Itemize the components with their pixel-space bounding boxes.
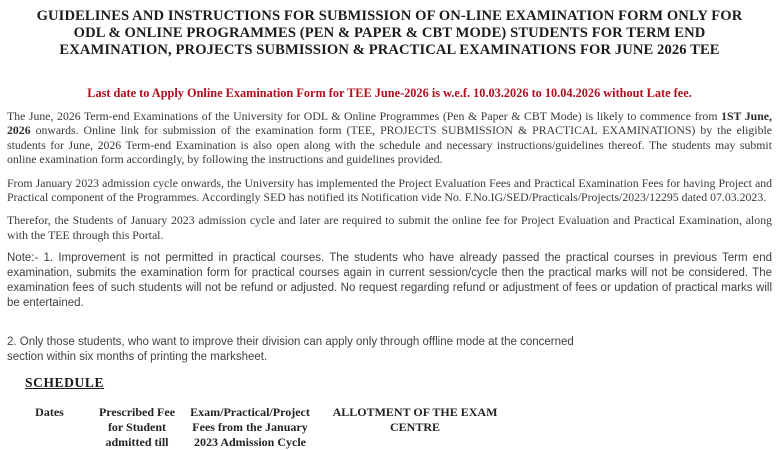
exam-fees-line-2: Fees from the January xyxy=(192,419,308,434)
column-header-exam-centre-allotment xyxy=(330,405,500,450)
paragraph-online-fee-requirement: Therefor, the Students of January 2023 admission cycle and later are required to submit the online fee for Project Evaluation and Practical Examination, along with the TEE through this Portal. xyxy=(7,213,772,242)
note-2-line-1: 2. Only those students, who want to improve their division can apply only through offline mode at the concerned xyxy=(7,335,574,348)
column-header-dates-line: Dates xyxy=(35,404,64,419)
paragraph-commencement xyxy=(7,109,772,167)
allotment-line-1: ALLOTMENT OF THE EXAM xyxy=(332,404,498,419)
column-header-exam-practical-project-fees xyxy=(182,405,318,450)
column-header-prescribed-fee xyxy=(92,405,182,450)
note-2-division-improvement xyxy=(7,335,772,365)
commencement-date-bold: 1ST June, 2026 xyxy=(7,109,772,138)
exam-fees-line-3: 2023 Admission Cycle xyxy=(193,434,306,449)
paragraph-commencement-text-after: onwards. Online link for submission of the examination form (TEE, PROJECTS SUBMISSION & PRACTICAL EXAMINATIONS) by the eligible students for June, 2026 Term-end Examination is also open along with the schedule and necessary instructions/guidelines thereof. The students may submit online examination form accordingly, by following the instructions and guidelines provided. xyxy=(7,123,772,167)
deadline-notice: Last date to Apply Online Examination Form for TEE June-2026 is w.e.f. 10.03.2026 to 10.04.2026 without Late fee. xyxy=(87,86,692,100)
paragraph-project-fees-notification: From January 2023 admission cycle onwards, the University has implemented the Project Evaluation Fees and Practical Examination Fees for having Project and Practical component of the Programmes. Accordingly SED has notified its Notification vide No. F.No.IG/SED/Practicals/Projects/2023/12295 dated 07.03.2023. xyxy=(7,175,772,205)
allotment-line-2: CENTRE xyxy=(389,419,440,434)
schedule-table-header-row xyxy=(7,405,772,450)
prescribed-fee-line-2: for Student xyxy=(107,419,167,434)
page-title: GUIDELINES AND INSTRUCTIONS FOR SUBMISSION OF ON-LINE EXAMINATION FORM ONLY FOR ODL & ONLINE PROGRAMMES (PEN & PAPER & CBT MODE) STUDENTS FOR TERM END EXAMINATION, PROJECTS SUBMISSION & PRACTICAL EXAMINATIONS FOR JUNE 2026 TEE xyxy=(36,8,743,58)
prescribed-fee-line-3: admitted till xyxy=(105,434,169,449)
paragraph-commencement-text-before: The June, 2026 Term-end Examinations of the University for ODL & Online Programmes (Pen & Paper & CBT Mode) is likely to commence from xyxy=(7,109,722,123)
prescribed-fee-line-1: Prescribed Fee xyxy=(98,404,176,419)
exam-fees-line-1: Exam/Practical/Project xyxy=(190,404,310,419)
schedule-heading: SCHEDULE xyxy=(25,374,105,390)
note-1-practical-improvement: Note:- 1. Improvement is not permitted in practical courses. The students who have already passed the practical courses in previous Term end examination, submits the examination form for practical courses again in current session/cycle then the practical marks will not be considered. The examination fees of such students will not be refund or adjusted. No request regarding refund or adjustment of fees or updation of practical marks will be entertained. xyxy=(7,252,772,309)
column-header-dates xyxy=(7,405,92,450)
note-2-line-2: section within six months of printing the marksheet. xyxy=(7,350,268,363)
